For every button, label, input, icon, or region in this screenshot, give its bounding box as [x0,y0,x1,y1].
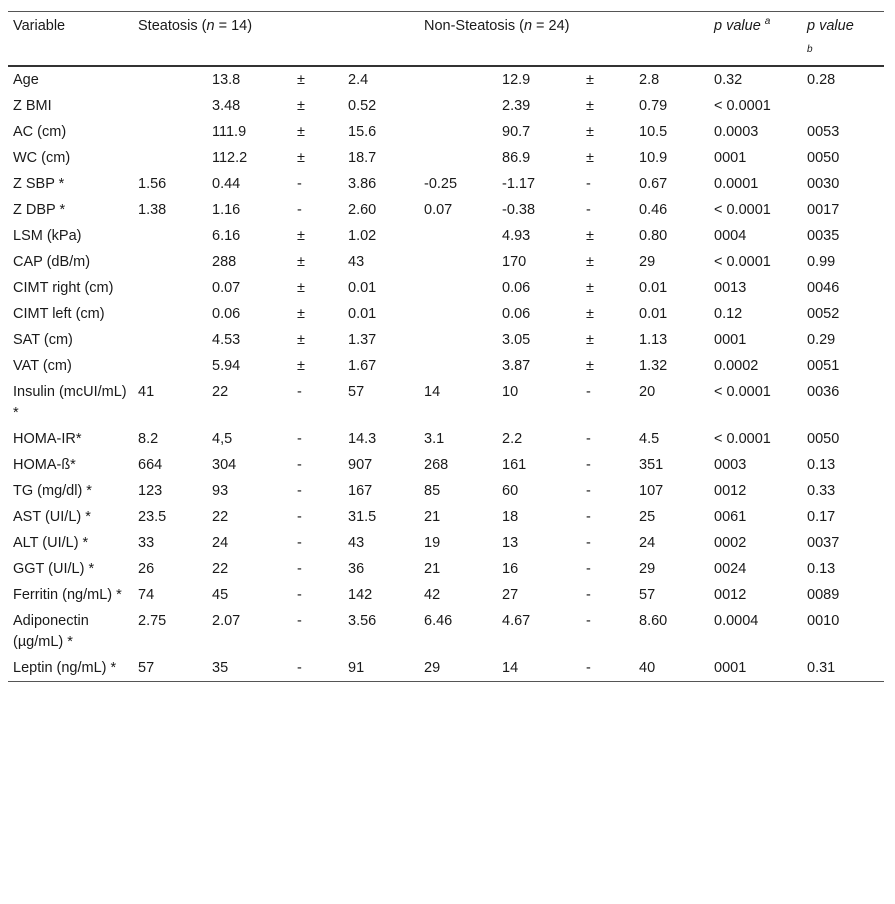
steatosis-median-cell: 2.75 [138,613,167,629]
variable-cell: Z SBP * [13,176,65,192]
steatosis-sep-cell: - [297,509,302,525]
steatosis-low-cell: 0.07 [212,280,241,296]
table-row [8,556,884,582]
non-steatosis-low-cell: 161 [502,457,527,473]
non-steatosis-high-cell: 57 [639,587,656,603]
non-steatosis-high-cell: 351 [639,457,664,473]
p-value-a-cell: 0061 [714,509,747,525]
steatosis-low-cell: 35 [207,655,292,682]
non-steatosis-sep-cell: - [581,655,634,682]
steatosis-low-cell: 2.07 [212,613,241,629]
non-steatosis-low-cell: -1.17 [502,176,536,192]
data-table [8,11,884,682]
non-steatosis-high-cell: 0.01 [639,306,668,322]
steatosis-low-cell: 0.44 [212,176,241,192]
steatosis-high-cell: 31.5 [348,509,377,525]
steatosis-low-cell: 112.2 [212,150,248,166]
steatosis-median-cell: 123 [138,483,163,499]
steatosis-high-cell: 18.7 [348,150,377,166]
non-steatosis-sep-cell: ± [586,72,594,88]
non-steatosis-high-cell: 29 [639,254,656,270]
steatosis-high-cell: 43 [348,535,365,551]
variable-cell: Leptin (ng/mL) * [8,655,133,682]
p-value-a-cell: 0012 [714,587,747,603]
table-row [8,426,884,452]
table-row [8,301,884,327]
steatosis-high-cell: 1.02 [348,228,377,244]
table-row [8,504,884,530]
steatosis-median-cell [133,119,207,145]
p-value-a-cell: 0004 [714,228,747,244]
non-steatosis-low-cell: 86.9 [502,150,531,166]
p-value-b-cell: 0.99 [807,254,836,270]
non-steatosis-low-cell: 27 [502,587,519,603]
steatosis-low-cell: 3.48 [212,98,241,114]
steatosis-median-cell: 41 [138,384,155,400]
steatosis-sep-cell: ± [297,280,305,296]
steatosis-median-cell [133,301,207,327]
variable-cell: CIMT left (cm) [13,306,105,322]
steatosis-low-cell: 22 [212,509,229,525]
non-steatosis-median-cell: 29 [419,655,497,682]
steatosis-low-cell: 1.16 [212,202,241,218]
steatosis-low-cell: 93 [212,483,229,499]
p-value-a-cell: < 0.0001 [714,431,771,447]
non-steatosis-high-cell: 2.8 [639,72,660,88]
steatosis-sep-cell: - [297,431,302,447]
p-value-b-cell: 0030 [807,176,840,192]
table-row [8,379,884,426]
table-row [8,119,884,145]
non-steatosis-low-cell: 0.06 [502,306,531,322]
p-value-b-cell: 0.28 [807,72,836,88]
table-row [8,93,884,119]
table-row [8,530,884,556]
non-steatosis-median-cell: -0.25 [424,176,458,192]
non-steatosis-median-cell [419,145,497,171]
non-steatosis-sep-cell: - [586,613,591,629]
non-steatosis-median-cell [419,93,497,119]
p-value-b-cell: 0.17 [807,509,836,525]
steatosis-low-cell: 0.06 [212,306,241,322]
non-steatosis-sep-cell: - [586,202,591,218]
non-steatosis-median-cell: 14 [424,384,441,400]
table-row [8,223,884,249]
p-value-b-cell: 0052 [807,306,840,322]
table-row [8,582,884,608]
p-value-a-cell: 0003 [714,457,747,473]
variable-cell: TG (mg/dl) * [13,483,92,499]
non-steatosis-low-cell: 16 [502,561,519,577]
steatosis-high-cell: 1.67 [348,358,377,374]
p-value-b-cell: 0051 [807,358,840,374]
non-steatosis-median-cell: 21 [424,561,441,577]
non-steatosis-median-cell [419,275,497,301]
non-steatosis-low-cell: 18 [502,509,519,525]
p-value-a-cell: < 0.0001 [714,98,771,114]
variable-cell: AST (UI/L) * [13,509,91,525]
p-value-a-cell: 0012 [714,483,747,499]
steatosis-high-cell: 15.6 [348,124,377,140]
variable-cell: Age [13,72,39,88]
non-steatosis-high-cell: 40 [634,655,709,682]
non-steatosis-sep-cell: - [586,509,591,525]
variable-cell: Ferritin (ng/mL) * [13,587,122,603]
non-steatosis-sep-cell: - [586,561,591,577]
non-steatosis-low-cell: 3.05 [502,332,531,348]
p-value-b-cell: 0.13 [807,561,836,577]
variable-cell: VAT (cm) [13,358,72,374]
steatosis-sep-cell: ± [297,98,305,114]
steatosis-median-cell [133,93,207,119]
p-value-a-cell: < 0.0001 [714,384,771,400]
non-steatosis-low-cell: 4.93 [502,228,531,244]
non-steatosis-high-cell: 1.32 [639,358,668,374]
table-row [8,327,884,353]
non-steatosis-sep-cell: - [586,384,591,400]
steatosis-median-cell: 8.2 [138,431,159,447]
steatosis-high-cell: 907 [348,457,373,473]
variable-cell: LSM (kPa) [13,228,82,244]
steatosis-sep-cell: ± [297,150,305,166]
non-steatosis-sep-cell: ± [586,358,594,374]
p-value-a-cell: 0.32 [714,72,743,88]
steatosis-median-cell: 23.5 [138,509,167,525]
non-steatosis-sep-cell: - [586,457,591,473]
steatosis-median-cell: 74 [138,587,155,603]
table-row [8,145,884,171]
non-steatosis-median-cell [419,66,497,93]
p-value-b-cell: 0035 [807,228,840,244]
steatosis-low-cell: 22 [212,384,229,400]
steatosis-median-cell: 664 [138,457,163,473]
steatosis-high-cell: 57 [348,384,365,400]
p-value-b-cell: 0.33 [807,483,836,499]
steatosis-median-cell [133,223,207,249]
steatosis-sep-cell: - [297,483,302,499]
non-steatosis-high-cell: 0.46 [639,202,668,218]
table-row [8,353,884,379]
non-steatosis-high-cell: 0.01 [639,280,668,296]
steatosis-high-cell: 142 [348,587,373,603]
variable-cell: SAT (cm) [13,332,73,348]
steatosis-median-cell [133,353,207,379]
non-steatosis-low-cell: 0.06 [502,280,531,296]
non-steatosis-sep-cell: - [586,176,591,192]
steatosis-low-cell: 13.8 [212,72,241,88]
steatosis-median-cell [133,327,207,353]
non-steatosis-low-cell: 90.7 [502,124,531,140]
p-value-b-cell: 0046 [807,280,840,296]
non-steatosis-low-cell: 12.9 [502,72,531,88]
non-steatosis-high-cell: 24 [639,535,656,551]
non-steatosis-high-cell: 10.5 [639,124,668,140]
steatosis-low-cell: 4.53 [212,332,241,348]
non-steatosis-high-cell: 4.5 [639,431,660,447]
p-value-b-cell: 0010 [807,613,840,629]
steatosis-high-cell: 43 [348,254,365,270]
steatosis-high-cell: 2.60 [348,202,377,218]
non-steatosis-median-cell: 6.46 [424,613,453,629]
non-steatosis-median-cell [419,119,497,145]
non-steatosis-sep-cell: ± [586,306,594,322]
variable-cell: HOMA-IR* [13,431,82,447]
steatosis-sep-cell: ± [297,228,305,244]
steatosis-sep-cell: ± [297,332,305,348]
non-steatosis-sep-cell: ± [586,254,594,270]
steatosis-median-cell [133,249,207,275]
non-steatosis-sep-cell: ± [586,124,594,140]
p-value-b-cell: 0.13 [807,457,836,473]
non-steatosis-high-cell: 20 [639,384,656,400]
steatosis-high-cell: 1.37 [348,332,377,348]
p-value-b-cell: 0050 [807,431,840,447]
steatosis-median-cell [133,275,207,301]
non-steatosis-sep-cell: - [586,587,591,603]
p-value-a-cell: < 0.0001 [714,202,771,218]
p-value-b-cell: 0.31 [802,655,884,682]
steatosis-sep-cell: ± [297,306,305,322]
p-value-b-cell [802,93,884,119]
p-value-b-cell: 0017 [807,202,840,218]
non-steatosis-median-cell: 0.07 [424,202,453,218]
p-value-b-cell: 0.29 [807,332,836,348]
table-row [8,249,884,275]
variable-cell: Z BMI [13,98,52,114]
variable-cell: CIMT right (cm) [13,280,114,296]
steatosis-high-cell: 0.01 [348,306,377,322]
steatosis-median-cell: 33 [138,535,155,551]
steatosis-low-cell: 304 [212,457,237,473]
non-steatosis-high-cell: 0.79 [639,98,668,114]
non-steatosis-low-cell: -0.38 [502,202,536,218]
non-steatosis-low-cell: 10 [502,384,519,400]
header-p-value-b: p value $_b$ [802,12,884,67]
variable-cell: AC (cm) [13,124,67,140]
p-value-b-cell: 0050 [807,150,840,166]
table-row [8,655,884,682]
variable-cell: HOMA-ß* [13,457,76,473]
non-steatosis-sep-cell: - [586,431,591,447]
p-value-b-cell: 0053 [807,124,840,140]
non-steatosis-high-cell: 8.60 [639,613,668,629]
steatosis-sep-cell: ± [297,254,305,270]
p-value-a-cell: 0001 [709,655,802,682]
table-row [8,608,884,655]
non-steatosis-low-cell: 170 [502,254,527,270]
steatosis-low-cell: 5.94 [212,358,241,374]
steatosis-high-cell: 0.52 [348,98,377,114]
p-value-b-cell: 0037 [807,535,840,551]
steatosis-high-cell: 2.4 [348,72,369,88]
non-steatosis-sep-cell: ± [586,98,594,114]
non-steatosis-median-cell: 21 [424,509,441,525]
table-row [8,66,884,93]
non-steatosis-median-cell: 19 [424,535,441,551]
non-steatosis-high-cell: 10.9 [639,150,668,166]
variable-cell: Insulin (mcUI/mL) * [13,384,127,421]
p-value-a-cell: 0001 [714,150,747,166]
non-steatosis-low-cell: 60 [502,483,519,499]
p-value-b-cell: 0036 [807,384,840,400]
non-steatosis-low-cell: 2.39 [502,98,531,114]
steatosis-low-cell: 6.16 [212,228,241,244]
non-steatosis-sep-cell: ± [586,332,594,348]
steatosis-low-cell: 22 [212,561,229,577]
header-non-steatosis: Non-Steatosis (n = 24) [419,12,709,67]
variable-cell: Z DBP * [13,202,66,218]
non-steatosis-median-cell: 85 [424,483,441,499]
table-row [8,171,884,197]
p-value-a-cell: < 0.0001 [714,254,771,270]
non-steatosis-sep-cell: ± [586,150,594,166]
p-value-a-cell: 0.0002 [714,358,759,374]
variable-cell: GGT (UI/L) * [13,561,95,577]
steatosis-sep-cell: - [297,535,302,551]
steatosis-sep-cell: - [297,384,302,400]
steatosis-sep-cell: - [297,613,302,629]
steatosis-low-cell: 4,5 [212,431,233,447]
steatosis-high-cell: 0.01 [348,280,377,296]
p-value-b-cell: 0089 [807,587,840,603]
p-value-a-cell: 0001 [714,332,747,348]
table-row [8,275,884,301]
table-row [8,197,884,223]
steatosis-median-cell [133,145,207,171]
steatosis-high-cell: 14.3 [348,431,377,447]
non-steatosis-low-cell: 13 [502,535,519,551]
steatosis-high-cell: 91 [343,655,419,682]
non-steatosis-high-cell: 29 [639,561,656,577]
steatosis-high-cell: 167 [348,483,373,499]
steatosis-sep-cell: - [297,457,302,473]
p-value-a-cell: 0024 [714,561,747,577]
steatosis-high-cell: 3.56 [348,613,377,629]
non-steatosis-low-cell: 14 [497,655,581,682]
p-value-a-cell: 0002 [714,535,747,551]
steatosis-sep-cell: - [297,202,302,218]
non-steatosis-low-cell: 2.2 [502,431,523,447]
non-steatosis-high-cell: 0.67 [639,176,668,192]
non-steatosis-high-cell: 0.80 [639,228,668,244]
p-value-a-cell: 0.0001 [714,176,759,192]
steatosis-median-cell [133,66,207,93]
header-variable: Variable [8,12,133,67]
header-p-value-a: p value $^a$ [709,12,802,67]
header-row [8,12,884,67]
non-steatosis-median-cell: 3.1 [424,431,445,447]
steatosis-median-cell: 26 [138,561,155,577]
non-steatosis-median-cell [419,301,497,327]
p-value-a-cell: 0.0003 [714,124,759,140]
non-steatosis-sep-cell: ± [586,280,594,296]
steatosis-high-cell: 36 [348,561,365,577]
non-steatosis-sep-cell: - [586,483,591,499]
table-row [8,478,884,504]
non-steatosis-high-cell: 25 [639,509,656,525]
steatosis-low-cell: 111.9 [212,124,247,140]
non-steatosis-sep-cell: ± [586,228,594,244]
steatosis-sep-cell: - [297,587,302,603]
steatosis-sep-cell: - [292,655,343,682]
non-steatosis-low-cell: 4.67 [502,613,531,629]
p-value-a-cell: 0.12 [714,306,743,322]
variable-cell: WC (cm) [13,150,71,166]
non-steatosis-median-cell [419,327,497,353]
steatosis-low-cell: 24 [212,535,229,551]
steatosis-sep-cell: ± [297,358,305,374]
steatosis-low-cell: 288 [212,254,237,270]
steatosis-median-cell: 57 [133,655,207,682]
steatosis-sep-cell: ± [297,124,305,140]
non-steatosis-median-cell [419,223,497,249]
steatosis-sep-cell: - [297,561,302,577]
variable-cell: CAP (dB/m) [13,254,91,270]
variable-cell: ALT (UI/L) * [13,535,89,551]
variable-cell: Adiponectin (µg/mL) * [13,613,89,650]
non-steatosis-median-cell [419,353,497,379]
steatosis-sep-cell: - [297,176,302,192]
non-steatosis-high-cell: 107 [639,483,664,499]
header-steatosis: Steatosis (n = 14) [133,12,419,67]
non-steatosis-median-cell: 42 [424,587,441,603]
steatosis-sep-cell: ± [297,72,305,88]
non-steatosis-high-cell: 1.13 [639,332,668,348]
steatosis-low-cell: 45 [212,587,229,603]
non-steatosis-median-cell [419,249,497,275]
table-row [8,452,884,478]
non-steatosis-median-cell: 268 [424,457,449,473]
non-steatosis-low-cell: 3.87 [502,358,531,374]
p-value-a-cell: 0013 [714,280,747,296]
steatosis-median-cell: 1.38 [138,202,167,218]
steatosis-high-cell: 3.86 [348,176,377,192]
steatosis-median-cell: 1.56 [138,176,167,192]
p-value-a-cell: 0.0004 [714,613,759,629]
non-steatosis-sep-cell: - [586,535,591,551]
